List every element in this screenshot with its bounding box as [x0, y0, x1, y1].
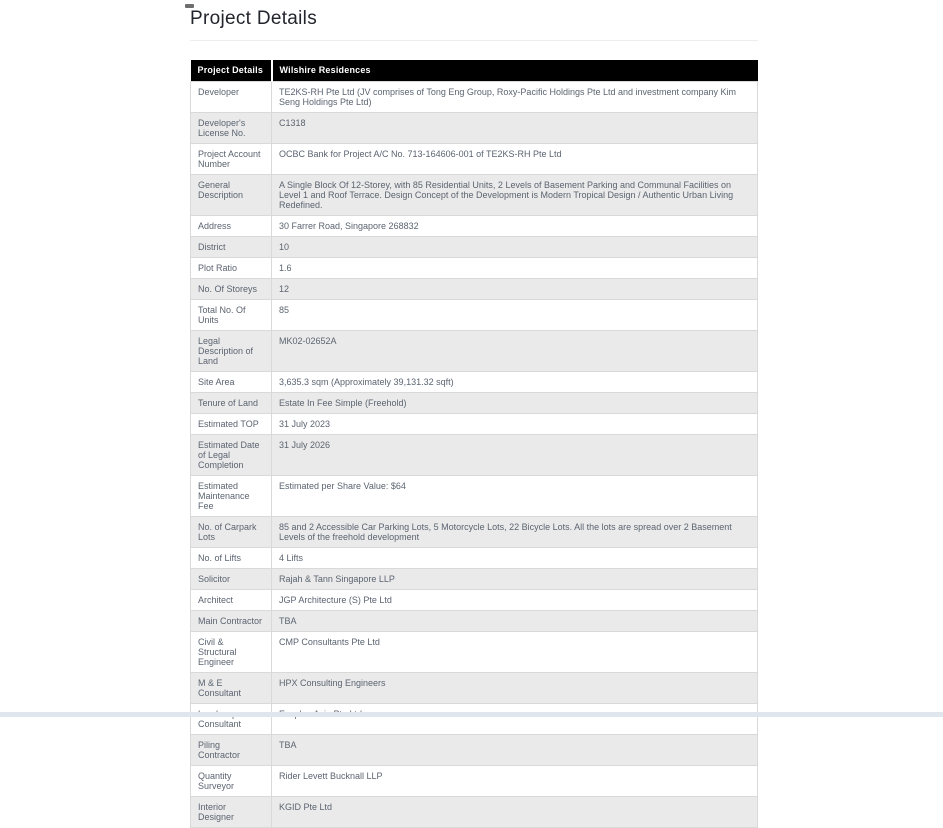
table-row	[191, 590, 758, 611]
row-label: Total No. Of Units	[191, 300, 272, 331]
table-row	[191, 258, 758, 279]
row-value: 85 and 2 Accessible Car Parking Lots, 5 Motorcycle Lots, 22 Bicycle Lots. All the lots are spread over 2 Basement Levels of the freehold development	[272, 517, 758, 548]
row-label: Estimated Maintenance Fee	[191, 476, 272, 517]
row-label: Architect	[191, 590, 272, 611]
table-header-project-name: Wilshire Residences	[272, 60, 758, 82]
project-details-section	[190, 0, 758, 828]
table-row	[191, 216, 758, 237]
row-label: General Description	[191, 175, 272, 216]
row-value: 31 July 2026	[272, 435, 758, 476]
table-row	[191, 113, 758, 144]
row-value: TE2KS-RH Pte Ltd (JV comprises of Tong Eng Group, Roxy-Pacific Holdings Pte Ltd and investment company Kim Seng Holdings Pte Ltd)	[272, 82, 758, 113]
row-value: MK02-02652A	[272, 331, 758, 372]
table-row	[191, 175, 758, 216]
table-row	[191, 704, 758, 735]
next-section-edge	[0, 712, 943, 717]
table-row	[191, 548, 758, 569]
row-label: Developer	[191, 82, 272, 113]
table-row	[191, 414, 758, 435]
row-label: Estimated Date of Legal Completion	[191, 435, 272, 476]
table-row	[191, 569, 758, 590]
table-header-row	[191, 60, 758, 82]
row-label: Site Area	[191, 372, 272, 393]
row-value: TBA	[272, 735, 758, 766]
table-row	[191, 673, 758, 704]
row-label: Developer's License No.	[191, 113, 272, 144]
row-label: Main Contractor	[191, 611, 272, 632]
row-label: No. of Carpark Lots	[191, 517, 272, 548]
row-label: District	[191, 237, 272, 258]
row-value: 31 July 2023	[272, 414, 758, 435]
row-value: JGP Architecture (S) Pte Ltd	[272, 590, 758, 611]
row-value: Ecoplan Asia Pte Ltd	[272, 704, 758, 735]
row-value: Estate In Fee Simple (Freehold)	[272, 393, 758, 414]
row-label: Tenure of Land	[191, 393, 272, 414]
table-row	[191, 632, 758, 673]
row-label: Project Account Number	[191, 144, 272, 175]
table-row	[191, 735, 758, 766]
row-label: Quantity Surveyor	[191, 766, 272, 797]
row-value: OCBC Bank for Project A/C No. 713-164606-001 of TE2KS-RH Pte Ltd	[272, 144, 758, 175]
row-value: 85	[272, 300, 758, 331]
row-label: Civil & Structural Engineer	[191, 632, 272, 673]
row-value: Rider Levett Bucknall LLP	[272, 766, 758, 797]
table-header-key: Project Details	[191, 60, 272, 82]
row-value: KGID Pte Ltd	[272, 797, 758, 828]
row-label: Estimated TOP	[191, 414, 272, 435]
row-label: Address	[191, 216, 272, 237]
row-value: 10	[272, 237, 758, 258]
table-row	[191, 766, 758, 797]
table-row	[191, 144, 758, 175]
row-value: HPX Consulting Engineers	[272, 673, 758, 704]
section-divider	[190, 40, 758, 41]
row-label: M & E Consultant	[191, 673, 272, 704]
row-label: Legal Description of Land	[191, 331, 272, 372]
row-value: C1318	[272, 113, 758, 144]
row-label: Landscape Consultant	[191, 704, 272, 735]
row-label: Piling Contractor	[191, 735, 272, 766]
row-label: No. Of Storeys	[191, 279, 272, 300]
row-label: No. of Lifts	[191, 548, 272, 569]
table-row	[191, 279, 758, 300]
row-value: A Single Block Of 12-Storey, with 85 Residential Units, 2 Levels of Basement Parking and Communal Facilities on Level 1 and Roof Terrace. Design Concept of the Development is Modern Tropical Design / Authentic Urban Living Redefined.	[272, 175, 758, 216]
table-row	[191, 393, 758, 414]
table-row	[191, 372, 758, 393]
row-value: TBA	[272, 611, 758, 632]
row-value: 3,635.3 sqm (Approximately 39,131.32 sqft)	[272, 372, 758, 393]
row-label: Interior Designer	[191, 797, 272, 828]
table-row	[191, 82, 758, 113]
row-value: CMP Consultants Pte Ltd	[272, 632, 758, 673]
row-label: Solicitor	[191, 569, 272, 590]
row-value: 4 Lifts	[272, 548, 758, 569]
table-row	[191, 300, 758, 331]
row-value: 1.6	[272, 258, 758, 279]
table-row	[191, 331, 758, 372]
table-row	[191, 476, 758, 517]
row-value: Estimated per Share Value: $64	[272, 476, 758, 517]
table-row	[191, 797, 758, 828]
row-value: 12	[272, 279, 758, 300]
row-value: 30 Farrer Road, Singapore 268832	[272, 216, 758, 237]
row-label: Plot Ratio	[191, 258, 272, 279]
table-row	[191, 237, 758, 258]
table-row	[191, 517, 758, 548]
page-title: Project Details	[190, 0, 758, 30]
row-value: Rajah & Tann Singapore LLP	[272, 569, 758, 590]
table-row	[191, 611, 758, 632]
table-row	[191, 435, 758, 476]
